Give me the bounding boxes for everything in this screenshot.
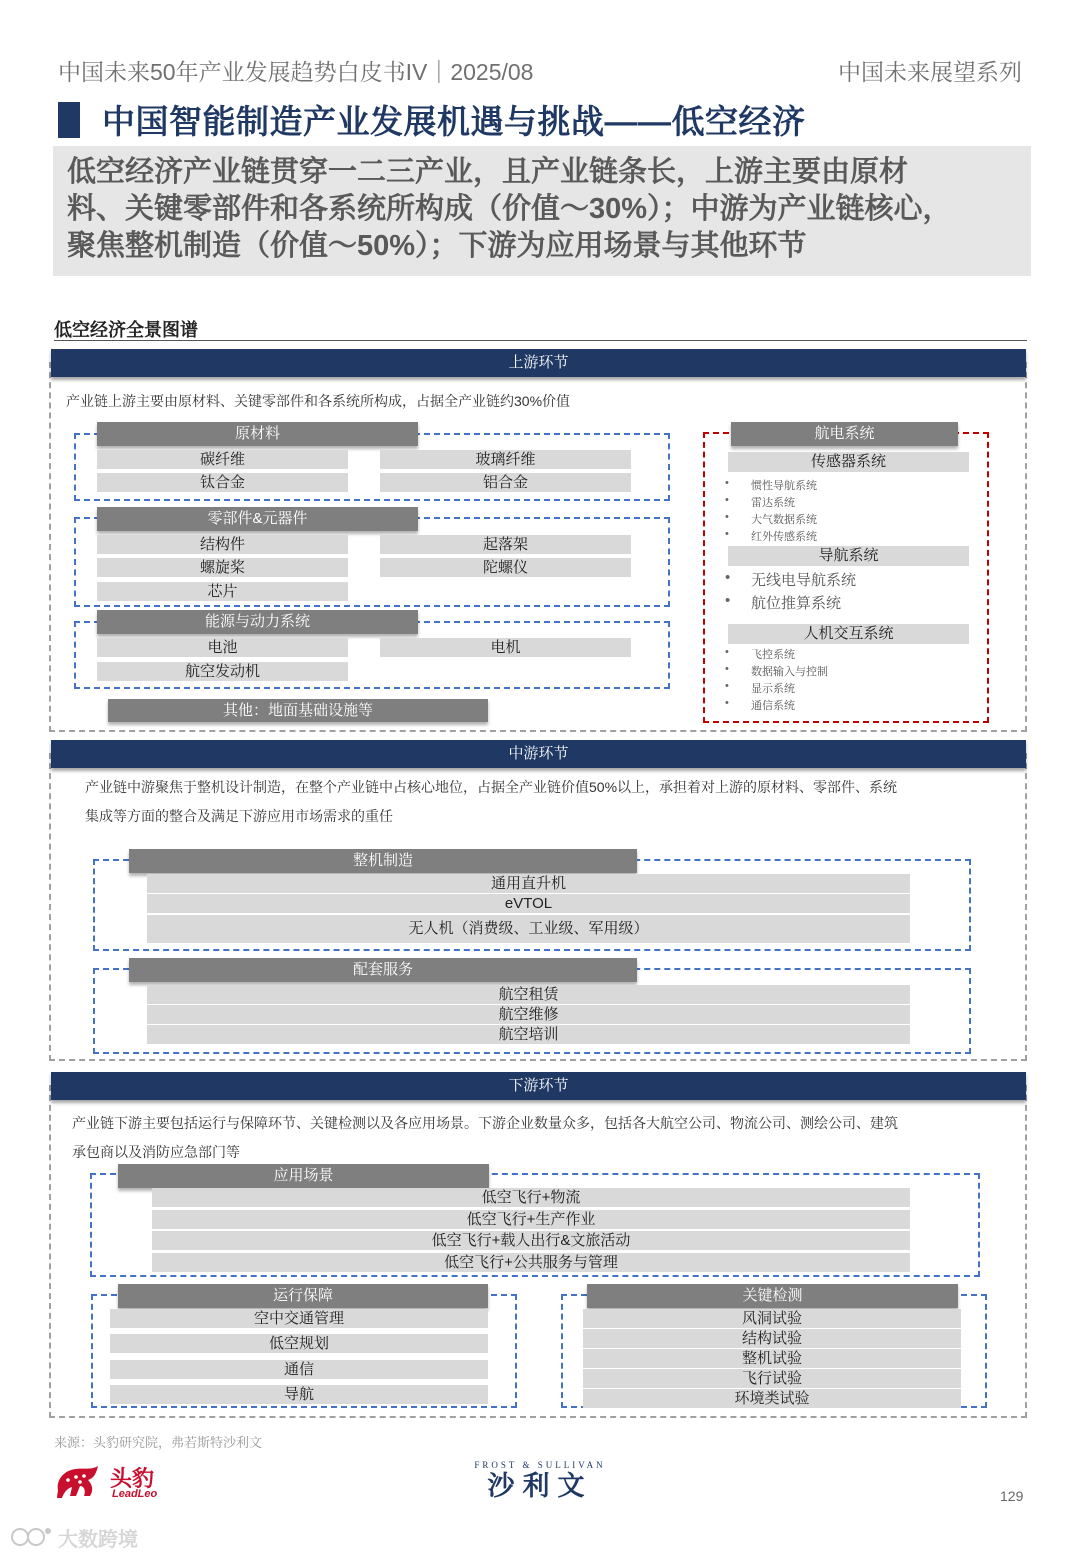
testing-item: 结构试验 (583, 1329, 961, 1348)
operations-header: 运行保障 (118, 1284, 488, 1308)
power-item: 电池 (97, 638, 348, 657)
downstream-description (72, 1109, 898, 1167)
operations-item: 导航 (110, 1385, 488, 1404)
operations-item: 空中交通管理 (110, 1309, 488, 1328)
testing-item: 风洞试验 (583, 1309, 961, 1328)
midstream-desc-line: 产业链中游聚焦于整机设计制造，在整个产业链中占核心地位，占据全产业链价值50%以上，承担着对上游的原材料、零部件、系统 (85, 779, 898, 795)
nav-system-header: 导航系统 (728, 546, 969, 566)
report-series-title: 中国未来50年产业发展趋势白皮书IV｜2025/08 (58, 59, 534, 85)
material-item: 钛合金 (97, 473, 348, 492)
service-item: 航空培训 (147, 1025, 910, 1044)
upstream-description: 产业链上游主要由原材料、关键零部件和各系统所构成，占据全产业链约30%价值 (66, 393, 571, 409)
part-item: 螺旋桨 (97, 558, 348, 577)
frost-sullivan-logo-cn: 沙利文 (487, 1471, 593, 1501)
part-item: 起落架 (380, 535, 631, 554)
downstream-desc-line: 产业链下游主要包括运行与保障环节、关键检测以及各应用场景。下游企业数量众多，包括各大航空公司、物流公司、测绘公司、建筑 (72, 1115, 898, 1131)
nav-item: • 无线电导航系统 (751, 569, 856, 590)
power-item: 航空发动机 (97, 662, 348, 681)
material-item: 铝合金 (380, 473, 631, 492)
manufacturing-header: 整机制造 (129, 849, 637, 873)
services-header: 配套服务 (129, 958, 637, 982)
summary-line: 聚焦整机制造（价值～50%）；下游为应用场景与其他环节 (67, 230, 807, 262)
frost-sullivan-logo (466, 1460, 614, 1506)
source-note: 来源：头豹研究院，弗若斯特沙利文 (54, 1435, 263, 1450)
hmi-item: • 飞控系统 (751, 646, 795, 662)
page-title: 中国智能制造产业发展机遇与挑战——低空经济 (102, 103, 806, 140)
scenario-item: 低空飞行+公共服务与管理 (152, 1253, 910, 1272)
testing-item: 飞行试验 (583, 1369, 961, 1388)
watermark-icon (10, 1525, 54, 1549)
materials-header: 原材料 (97, 422, 418, 446)
testing-item: 整机试验 (583, 1349, 961, 1368)
downstream-band: 下游环节 (51, 1072, 1026, 1100)
midstream-band: 中游环节 (51, 740, 1026, 768)
midstream-description (85, 773, 897, 831)
other-infrastructure: 其他：地面基础设施等 (108, 699, 488, 722)
material-item: 玻璃纤维 (380, 450, 631, 469)
section-divider (54, 340, 1027, 341)
manufacturing-item: 无人机（消费级、工业级、军用级） (147, 915, 910, 943)
scenario-item: 低空飞行+物流 (152, 1188, 910, 1207)
manufacturing-item: 通用直升机 (147, 874, 910, 893)
operations-item: 低空规划 (110, 1334, 488, 1353)
service-item: 航空租赁 (147, 985, 910, 1004)
operations-item: 通信 (110, 1360, 488, 1379)
midstream-desc-line: 集成等方面的整合及满足下游应用市场需求的重任 (85, 808, 393, 824)
material-item: 碳纤维 (97, 450, 348, 469)
leadleo-logo-cn: 头豹 (110, 1466, 155, 1491)
leadleo-logo (54, 1460, 172, 1506)
leopard-icon (54, 1460, 102, 1504)
part-item: 结构件 (97, 535, 348, 554)
sensor-item: • 大气数据系统 (751, 511, 817, 527)
report-series-name: 中国未来展望系列 (838, 59, 1022, 85)
watermark-text: 大数跨境 (58, 1529, 138, 1551)
sensor-item: • 红外传感系统 (751, 528, 817, 544)
hmi-item: • 数据输入与控制 (751, 663, 828, 679)
service-item: 航空维修 (147, 1005, 910, 1024)
scenario-item: 低空飞行+载人出行&文旅活动 (152, 1231, 910, 1250)
power-header: 能源与动力系统 (97, 610, 418, 634)
manufacturing-item: eVTOL (147, 894, 910, 913)
part-item: 芯片 (97, 582, 348, 601)
testing-header: 关键检测 (587, 1284, 958, 1308)
summary-box (53, 146, 1031, 276)
part-item: 陀螺仪 (380, 558, 631, 577)
scenarios-header: 应用场景 (118, 1164, 489, 1188)
testing-item: 环境类试验 (583, 1389, 961, 1408)
parts-header: 零部件&元器件 (97, 507, 418, 531)
downstream-desc-line: 承包商以及消防应急部门等 (72, 1144, 240, 1160)
hmi-item: • 显示系统 (751, 680, 795, 696)
frost-sullivan-logo-en: FROST & SULLIVAN (474, 1460, 606, 1470)
upstream-band: 上游环节 (51, 349, 1026, 377)
sensor-item: • 惯性导航系统 (751, 477, 817, 493)
avionics-header: 航电系统 (731, 422, 958, 446)
section-title: 低空经济全景图谱 (54, 320, 198, 340)
sensor-item: • 雷达系统 (751, 494, 795, 510)
sensor-system-header: 传感器系统 (728, 452, 969, 472)
hmi-item: • 通信系统 (751, 697, 795, 713)
leadleo-logo-en: LeadLeo (112, 1488, 158, 1500)
watermark (10, 1522, 150, 1552)
page-number: 129 (1000, 1488, 1024, 1504)
power-item: 电机 (380, 638, 631, 657)
summary-line: 低空经济产业链贯穿一二三产业，且产业链条长，上游主要由原材 (67, 156, 909, 188)
scenario-item: 低空飞行+生产作业 (152, 1210, 910, 1229)
title-accent-bar (58, 102, 80, 138)
nav-item: • 航位推算系统 (751, 592, 841, 613)
hmi-system-header: 人机交互系统 (728, 624, 969, 644)
summary-line: 料、关键零部件和各系统所构成（价值～30%）；中游为产业链核心， (67, 193, 952, 225)
